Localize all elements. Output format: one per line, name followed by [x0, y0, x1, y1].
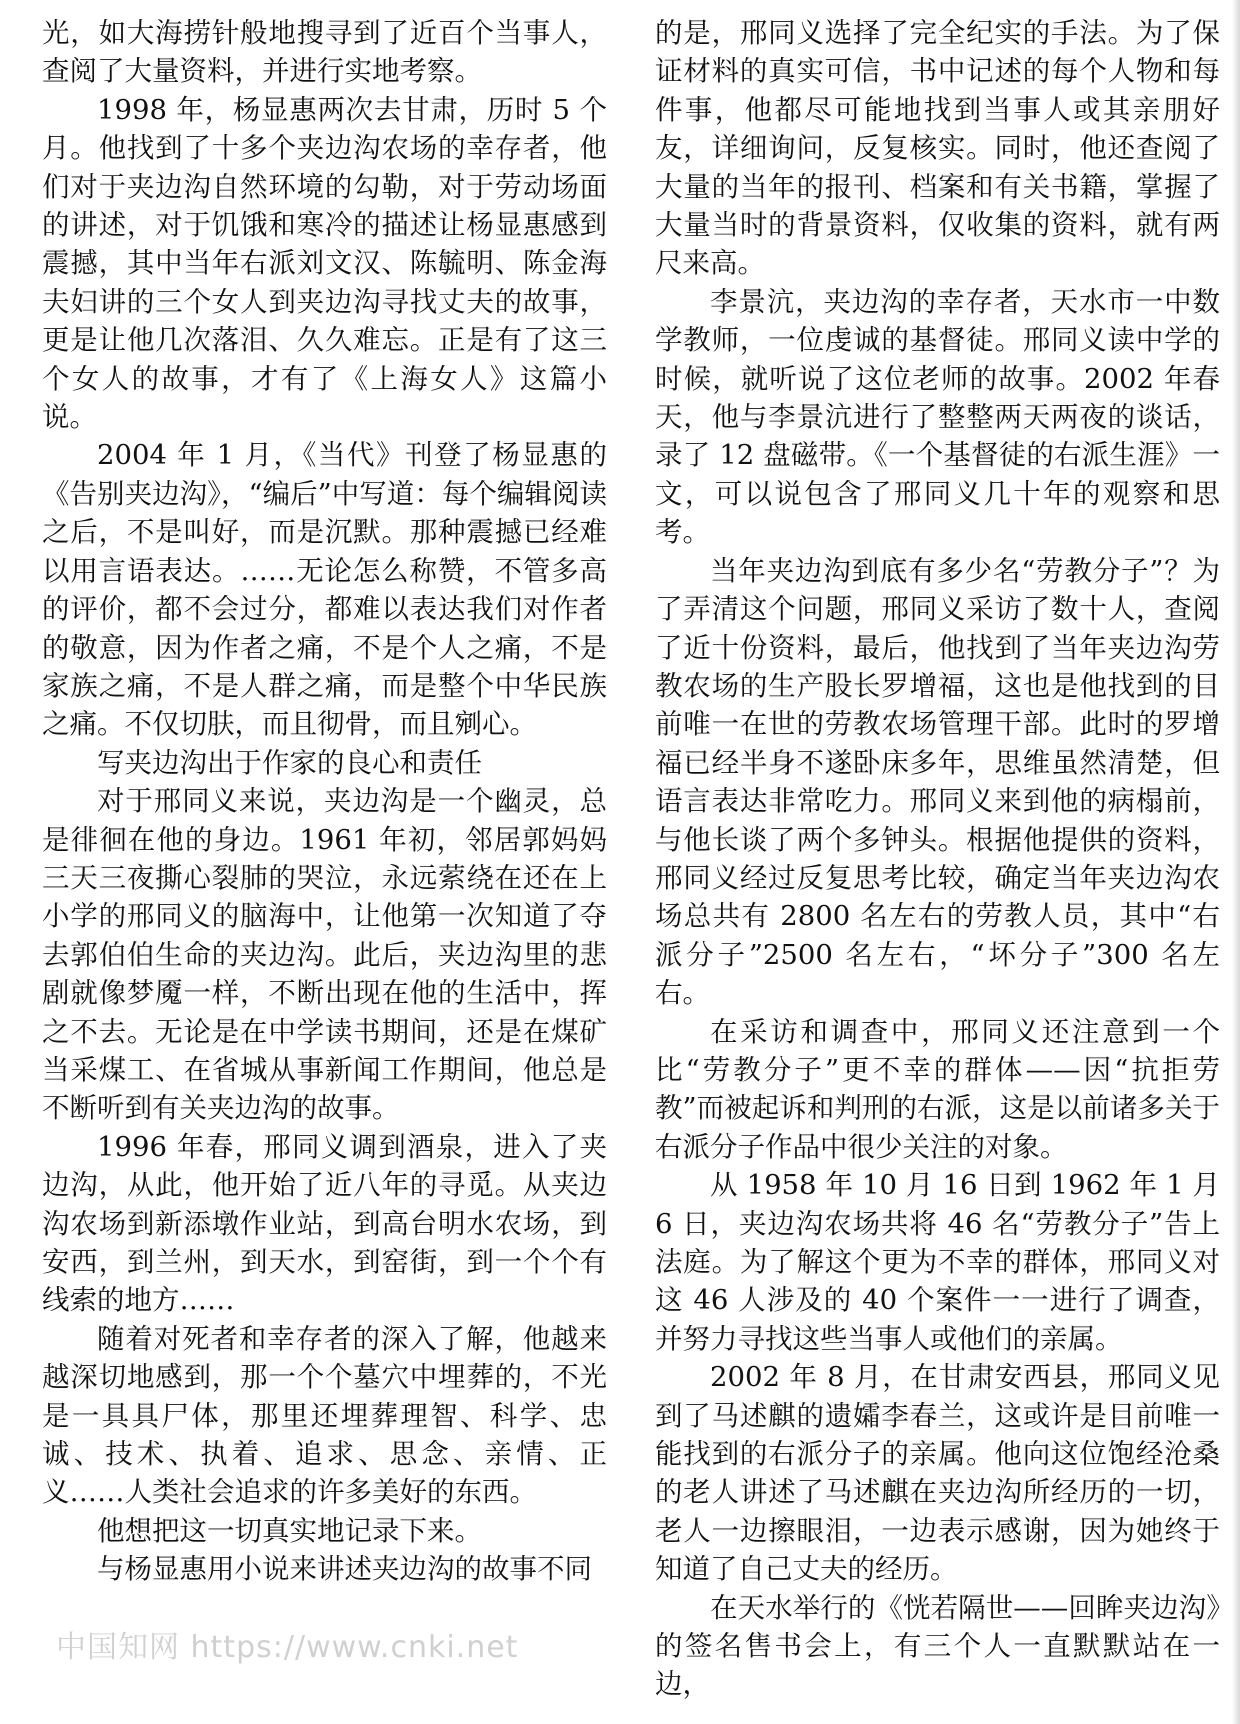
paragraph: 的是，邢同义选择了完全纪实的手法。为了保证材料的真实可信，书中记述的每个人物和每件事，他都尽可能地找到当事人或其亲朋好友，详细询问，反复核实。同时，他还查阅了大量的当年的报刊、档案和有关书籍，掌握了大量当时的背景资料，仅收集的资料，就有两尺来高。 [655, 17, 1220, 280]
paragraph: 随着对死者和幸存者的深入了解，他越来越深切地感到，那一个个墓穴中埋葬的，不光是一具具尸体，那里还埋葬理智、科学、忠诚、技术、执着、追求、思念、亲情、正义……人类社会追求的许多美好的东西。 [42, 1322, 607, 1509]
paragraph: 当年夹边沟到底有多少名“劳教分子”？为了弄清这个问题，邢同义采访了数十人，查阅了近十份资料，最后，他找到了当年夹边沟劳教农场的生产股长罗增福，这也是他找到的目前唯一在世的劳教农场管理干部。此时的罗增福已经半身不遂卧床多年，思维虽然清楚，但语言表达非常吃力。邢同义来到他的病榻前，与他长谈了两个多钟头。根据他提供的资料，邢同义经过反复思考比较，确定当年夹边沟农场总共有 2800 名左右的劳教人员，其中“右派分子”2500 名左右，“坏分子”300 名左右。 [655, 554, 1220, 1010]
paragraph: 2004 年 1 月，《当代》刊登了杨显惠的《告别夹边沟》，“编后”中写道：每个编辑阅读之后，不是叫好，而是沉默。那种震撼已经难以用言语表达。……无论怎么称赞，不管多高的评价，都不会过分，都难以表达我们对作者的敬意，因为作者之痛，不是个人之痛，不是家族之痛，不是人群之痛，而是整个中华民族之痛。不仅切肤，而且彻骨，而且剜心。 [42, 439, 607, 741]
section-heading: 写夹边沟出于作家的良心和责任 [97, 746, 482, 779]
paragraph: 李景沆，夹边沟的幸存者，天水市一中数学教师，一位虔诚的基督徒。邢同义读中学的时候，就听说了这位老师的故事。2002 年春天，他与李景沆进行了整整两天两夜的谈话，录了 12 盘磁带。《一个基督徒的右派生涯》一文，可以说包含了邢同义几十年的观察和思考。 [655, 285, 1220, 549]
right-column [655, 14, 1220, 1704]
paragraph: 对于邢同义来说，夹边沟是一个幽灵，总是徘徊在他的身边。1961 年初，邻居郭妈妈三天三夜撕心裂肺的哭泣，永远萦绕在还在上小学的邢同义的脑海中，让他第一次知道了夺去郭伯伯生命的夹边沟。此后，夹边沟里的悲剧就像梦魇一样，不断出现在他的生活中，挥之不去。无论是在中学读书期间，还是在煤矿当采煤工、在省城从事新闻工作期间，他总是不断听到有关夹边沟的故事。 [42, 785, 607, 1125]
paragraph: 1998 年，杨显惠两次去甘肃，历时 5 个月。他找到了十多个夹边沟农场的幸存者，他们对于夹边沟自然环境的勾勒，对于劳动场面的讲述，对于饥饿和寒冷的描述让杨显惠感到震撼，其中当年右派刘文汉、陈毓明、陈金海夫妇讲的三个女人到夹边沟寻找丈夫的故事，更是让他几次落泪、久久难忘。正是有了这三个女人的故事，才有了《上海女人》这篇小说。 [42, 93, 607, 434]
paragraph: 2002 年 8 月，在甘肃安西县，邢同义见到了马述麒的遗孀李春兰，这或许是目前唯一能找到的右派分子的亲属。他向这位饱经沧桑的老人讲述了马述麒在夹边沟所经历的一切，老人一边擦眼泪，一边表示感谢，因为她终于知道了自己丈夫的经历。 [655, 1361, 1220, 1586]
paragraph: 在采访和调查中，邢同义还注意到一个比“劳教分子”更不幸的群体——因“抗拒劳教”而被起诉和判刑的右派，这是以前诸多关于右派分子作品中很少关注的对象。 [655, 1015, 1220, 1163]
cnki-watermark: 中国知网 https://www.cnki.net [56, 1630, 519, 1665]
page-edge-shadow [1232, 0, 1240, 1724]
paragraph: 光，如大海捞针般地搜寻到了近百个当事人，查阅了大量资料，并进行实地考察。 [42, 17, 607, 88]
paragraph: 1996 年春，邢同义调到酒泉，进入了夹边沟，从此，他开始了近八年的寻觅。从夹边沟农场到新添墩作业站，到高台明水农场，到安西，到兰州，到天水，到窑街，到一个个有线索的地方…… [42, 1130, 607, 1317]
paragraph: 他想把这一切真实地记录下来。 [97, 1514, 482, 1547]
paragraph: 从 1958 年 10 月 16 日到 1962 年 1 月 6 日，夹边沟农场共将 46 名“劳教分子”告上法庭。为了解这个更为不幸的群体，邢同义对这 46 人涉及的 40 个案件一一进行了调查，并努力寻找这些当事人或他们的亲属。 [655, 1169, 1220, 1355]
paragraph: 在天水举行的《恍若隔世——回眸夹边沟》的签名售书会上，有三个人一直默默站在一边， [655, 1591, 1220, 1701]
paragraph: 与杨显惠用小说来讲述夹边沟的故事不同 [97, 1553, 592, 1586]
left-column [42, 14, 607, 1589]
